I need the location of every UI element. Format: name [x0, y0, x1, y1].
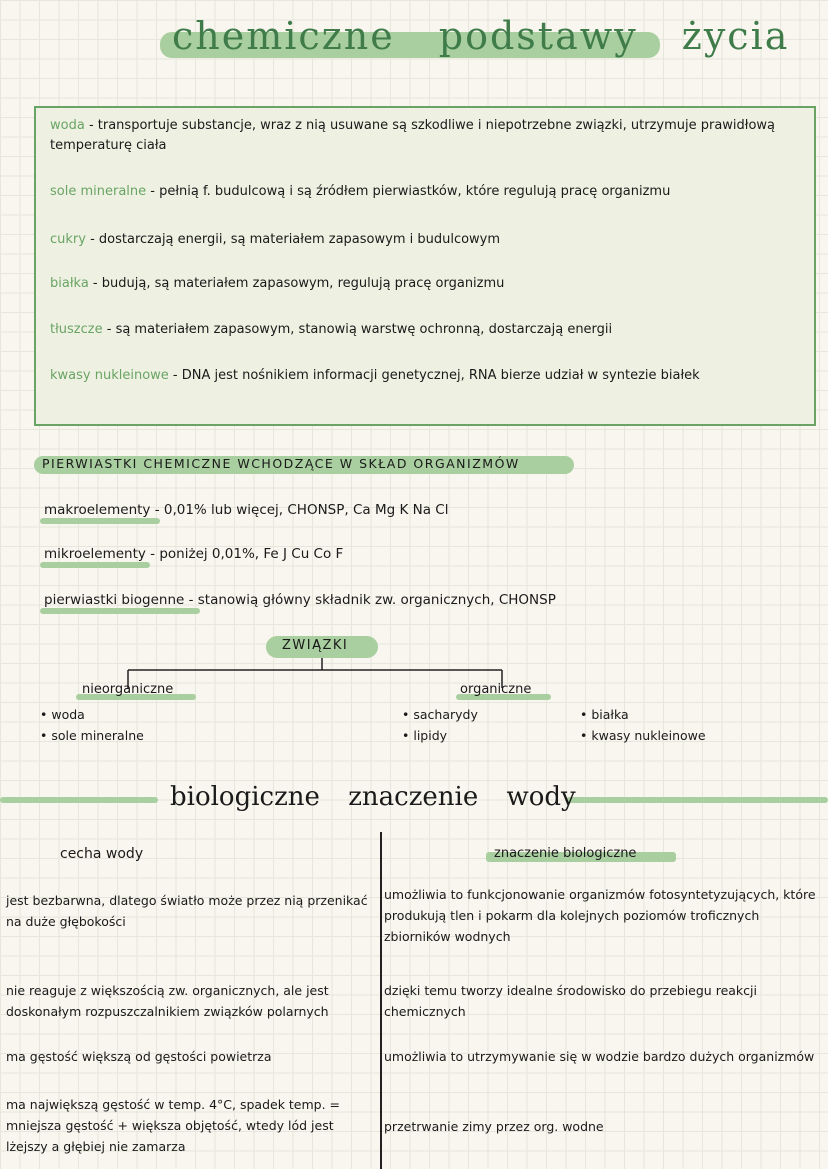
table-cell-significance: dzięki temu tworzy idealne środowisko do przebiegu reakcji chemicznych	[384, 983, 757, 1019]
definition: - pełnią f. budulcową i są źródłem pierwiastków, które regulują pracę organizmu	[146, 184, 671, 199]
table-cell-significance: umożliwia to funkcjonowanie organizmów fotosyntetyzujących, które produkują tlen i pokarm dla kolejnych poziomów troficznych zbiorników wodnych	[384, 887, 816, 944]
definition: - dostarczają energii, są materiałem zapasowym i budulcowym	[85, 232, 501, 247]
table-cell-significance: przetrwanie zimy przez org. wodne	[384, 1119, 604, 1134]
table-cell-trait: nie reaguje z większością zw. organicznych, ale jest doskonałym rozpuszczalnikiem związków polarnych	[6, 983, 329, 1019]
table-cell-trait: jest bezbarwna, dlatego światło może przez nią przenikać na duże głębokości	[6, 893, 368, 929]
definition: - są materiałem zapasowym, stanowią warstwę ochronną, dostarczają energii	[102, 322, 613, 337]
list-item: • kwasy nukleinowe	[580, 728, 706, 743]
organic-list-a	[402, 704, 478, 746]
col-header-significance: znaczenie biologiczne	[494, 846, 637, 861]
table-cell-significance: umożliwia to utrzymywanie się w wodzie bardzo dużych organizmów	[384, 1049, 815, 1064]
divider-right	[566, 797, 828, 803]
list-item: • sole mineralne	[40, 728, 144, 743]
definition: - 0,01% lub więcej, CHONSP, Ca Mg K Na Cl	[150, 502, 449, 518]
term: sole mineralne	[50, 184, 147, 199]
table-cell-trait: ma największą gęstość w temp. 4°C, spadek temp. = mniejsza gęstość + większa objętość, wtedy lód jest lżejszy a głębiej nie zamarza	[6, 1097, 341, 1154]
term: tłuszcze	[50, 322, 103, 337]
table-cell-trait: ma gęstość większą od gęstości powietrza	[6, 1049, 272, 1064]
list-item: • woda	[40, 707, 85, 722]
term: białka	[50, 276, 89, 291]
inorganic-label: nieorganiczne	[82, 682, 174, 697]
definition: - stanowią główny składnik zw. organicznych, CHONSP	[184, 592, 556, 608]
table-divider	[380, 832, 382, 1169]
term: makroelementy	[44, 502, 151, 518]
compounds-label: ZWIĄZKI	[282, 638, 349, 653]
term: mikroelementy	[44, 546, 146, 562]
section-title: biologiczne znaczenie wody	[170, 782, 576, 812]
definition: - poniżej 0,01%, Fe J Cu Co F	[145, 546, 344, 562]
elements-heading: PIERWIASTKI CHEMICZNE WCHODZĄCE W SKŁAD ORGANIZMÓW	[42, 456, 520, 471]
list-item: • lipidy	[402, 728, 448, 743]
term: pierwiastki biogenne	[44, 592, 185, 608]
inorganic-list	[40, 704, 144, 746]
organic-label: organiczne	[460, 682, 532, 697]
divider-left	[0, 797, 158, 803]
list-item: • białka	[580, 707, 629, 722]
page-title: chemiczne podstawy życia	[172, 14, 790, 58]
term: woda	[50, 118, 85, 133]
definition: - transportuje substancje, wraz z nią usuwane są szkodliwe i niepotrzebne związki, utrzymuje prawidłową temperaturę ciała	[50, 118, 776, 153]
term: cukry	[50, 232, 86, 247]
list-item: • sacharydy	[402, 707, 478, 722]
definition: - DNA jest nośnikiem informacji genetycznej, RNA bierze udział w syntezie białek	[168, 368, 700, 383]
definition: - budują, są materiałem zapasowym, regulują pracę organizmu	[88, 276, 505, 291]
term: kwasy nukleinowe	[50, 368, 169, 383]
organic-list-b	[580, 704, 706, 746]
col-header-trait: cecha wody	[60, 846, 144, 862]
